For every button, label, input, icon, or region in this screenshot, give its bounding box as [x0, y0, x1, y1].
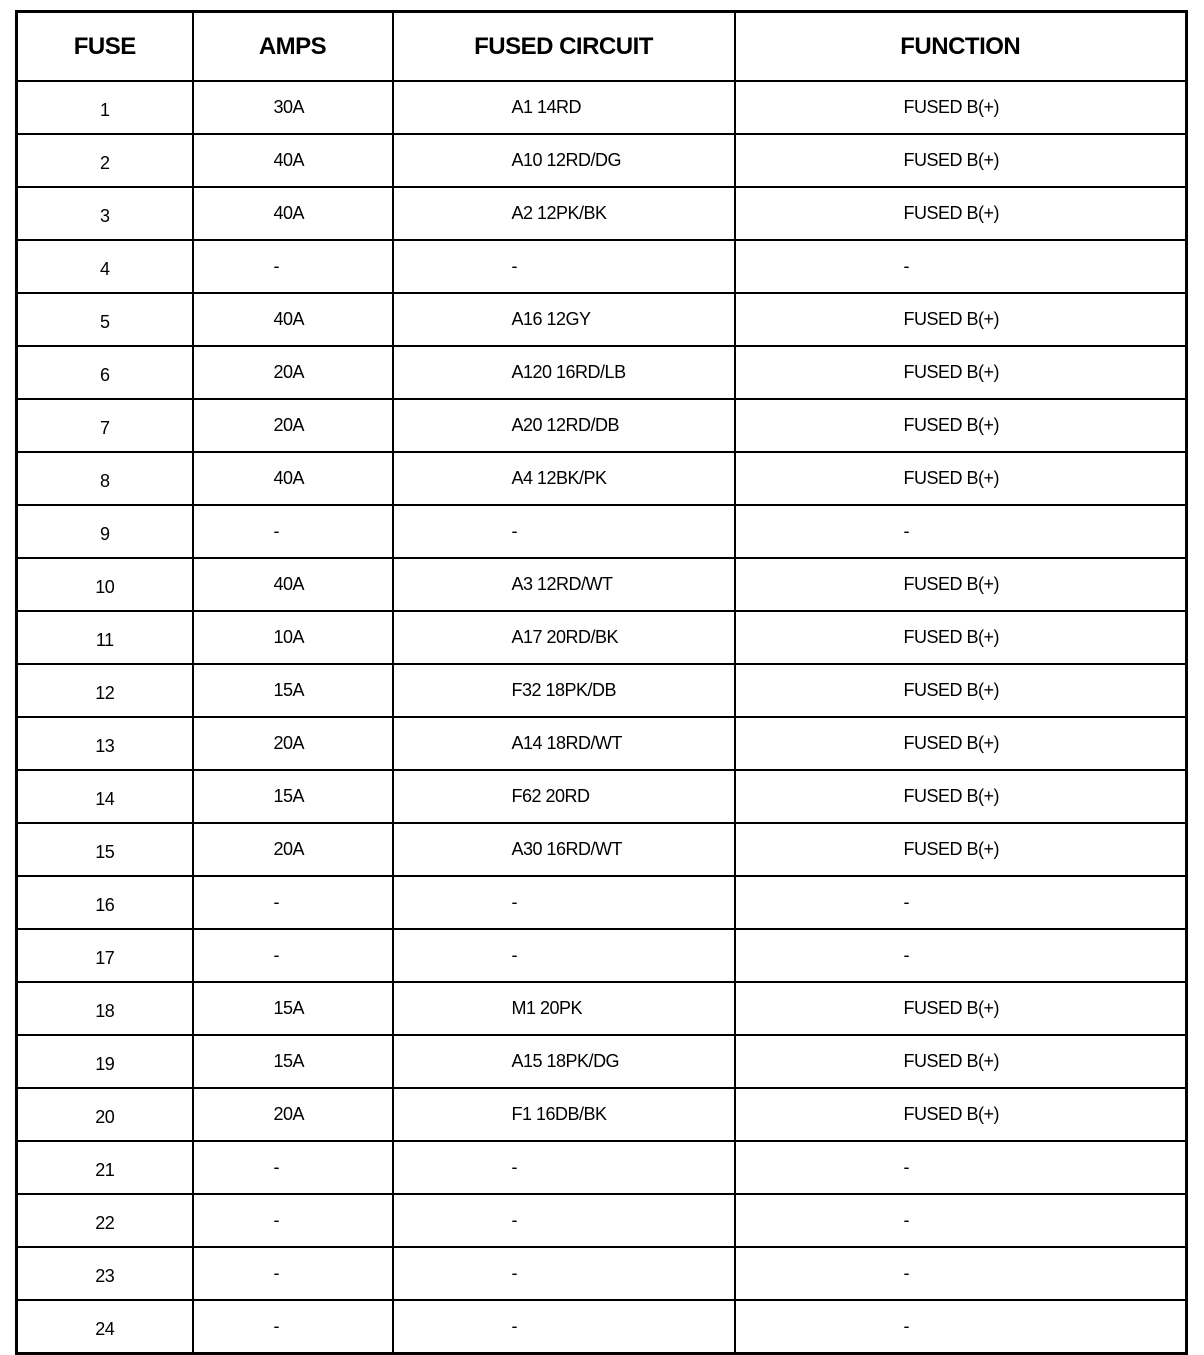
amps-cell: 40A	[193, 134, 393, 187]
header-amps: AMPS	[193, 12, 393, 82]
fuse-number-cell: 15	[17, 823, 193, 876]
table-body	[17, 81, 1187, 1354]
fused-circuit-cell: A10 12RD/DG	[393, 134, 735, 187]
table-row	[17, 505, 1187, 558]
fused-circuit-cell: A3 12RD/WT	[393, 558, 735, 611]
fuse-number-cell: 20	[17, 1088, 193, 1141]
table-row	[17, 876, 1187, 929]
fused-circuit-cell: F62 20RD	[393, 770, 735, 823]
fused-circuit-cell: F1 16DB/BK	[393, 1088, 735, 1141]
fused-circuit-cell: F32 18PK/DB	[393, 664, 735, 717]
fuse-number-cell: 12	[17, 664, 193, 717]
amps-cell: 40A	[193, 293, 393, 346]
function-cell: FUSED B(+)	[735, 399, 1187, 452]
header-fused-circuit: FUSED CIRCUIT	[393, 12, 735, 82]
table-row	[17, 346, 1187, 399]
table-row	[17, 240, 1187, 293]
function-cell: FUSED B(+)	[735, 452, 1187, 505]
function-cell: FUSED B(+)	[735, 558, 1187, 611]
fuse-number-cell: 23	[17, 1247, 193, 1300]
function-cell: FUSED B(+)	[735, 293, 1187, 346]
fuse-number-cell: 19	[17, 1035, 193, 1088]
fuse-number-cell: 21	[17, 1141, 193, 1194]
function-cell: -	[735, 1300, 1187, 1354]
fused-circuit-cell: -	[393, 1194, 735, 1247]
table-row	[17, 1194, 1187, 1247]
amps-cell: -	[193, 1300, 393, 1354]
amps-cell: 20A	[193, 399, 393, 452]
fused-circuit-cell: A16 12GY	[393, 293, 735, 346]
fused-circuit-cell: A17 20RD/BK	[393, 611, 735, 664]
function-cell: FUSED B(+)	[735, 823, 1187, 876]
amps-cell: -	[193, 1194, 393, 1247]
function-cell: FUSED B(+)	[735, 81, 1187, 134]
amps-cell: -	[193, 1141, 393, 1194]
table-row	[17, 187, 1187, 240]
fuse-number-cell: 16	[17, 876, 193, 929]
fused-circuit-cell: -	[393, 876, 735, 929]
amps-cell: 10A	[193, 611, 393, 664]
table-header	[17, 12, 1187, 82]
table-row	[17, 823, 1187, 876]
function-cell: -	[735, 1194, 1187, 1247]
function-cell: FUSED B(+)	[735, 1088, 1187, 1141]
amps-cell: 20A	[193, 346, 393, 399]
fused-circuit-cell: -	[393, 240, 735, 293]
amps-cell: -	[193, 876, 393, 929]
function-cell: FUSED B(+)	[735, 134, 1187, 187]
function-cell: -	[735, 876, 1187, 929]
function-cell: FUSED B(+)	[735, 982, 1187, 1035]
fuse-number-cell: 24	[17, 1300, 193, 1354]
amps-cell: 40A	[193, 452, 393, 505]
table-row	[17, 1247, 1187, 1300]
table-row	[17, 770, 1187, 823]
fused-circuit-cell: A20 12RD/DB	[393, 399, 735, 452]
fused-circuit-cell: -	[393, 1141, 735, 1194]
function-cell: -	[735, 1141, 1187, 1194]
function-cell: FUSED B(+)	[735, 717, 1187, 770]
function-cell: FUSED B(+)	[735, 611, 1187, 664]
fuse-number-cell: 7	[17, 399, 193, 452]
fused-circuit-cell: -	[393, 929, 735, 982]
fuse-number-cell: 14	[17, 770, 193, 823]
table-row	[17, 717, 1187, 770]
function-cell: FUSED B(+)	[735, 1035, 1187, 1088]
fuse-number-cell: 4	[17, 240, 193, 293]
fuse-number-cell: 1	[17, 81, 193, 134]
header-row	[17, 12, 1187, 82]
table-row	[17, 134, 1187, 187]
fuse-number-cell: 18	[17, 982, 193, 1035]
table-row	[17, 558, 1187, 611]
fused-circuit-cell: A30 16RD/WT	[393, 823, 735, 876]
function-cell: FUSED B(+)	[735, 346, 1187, 399]
function-cell: -	[735, 240, 1187, 293]
amps-cell: 15A	[193, 1035, 393, 1088]
fuse-number-cell: 10	[17, 558, 193, 611]
function-cell: -	[735, 929, 1187, 982]
fuse-number-cell: 17	[17, 929, 193, 982]
fused-circuit-cell: -	[393, 1247, 735, 1300]
table-row	[17, 399, 1187, 452]
fused-circuit-cell: M1 20PK	[393, 982, 735, 1035]
amps-cell: 40A	[193, 558, 393, 611]
amps-cell: 20A	[193, 717, 393, 770]
fused-circuit-cell: A4 12BK/PK	[393, 452, 735, 505]
table-row	[17, 1300, 1187, 1354]
fused-circuit-cell: A2 12PK/BK	[393, 187, 735, 240]
table-row	[17, 293, 1187, 346]
amps-cell: -	[193, 929, 393, 982]
fuse-number-cell: 11	[17, 611, 193, 664]
fuse-number-cell: 3	[17, 187, 193, 240]
function-cell: FUSED B(+)	[735, 770, 1187, 823]
fuse-number-cell: 13	[17, 717, 193, 770]
table-row	[17, 664, 1187, 717]
table-row	[17, 81, 1187, 134]
function-cell: FUSED B(+)	[735, 664, 1187, 717]
fused-circuit-cell: -	[393, 1300, 735, 1354]
amps-cell: 15A	[193, 664, 393, 717]
table-row	[17, 982, 1187, 1035]
fuse-number-cell: 9	[17, 505, 193, 558]
fuse-number-cell: 2	[17, 134, 193, 187]
fused-circuit-cell: A120 16RD/LB	[393, 346, 735, 399]
fuse-number-cell: 22	[17, 1194, 193, 1247]
amps-cell: 15A	[193, 770, 393, 823]
fuse-number-cell: 6	[17, 346, 193, 399]
amps-cell: -	[193, 505, 393, 558]
table-row	[17, 929, 1187, 982]
table-row	[17, 611, 1187, 664]
function-cell: -	[735, 1247, 1187, 1300]
amps-cell: 30A	[193, 81, 393, 134]
fused-circuit-cell: A14 18RD/WT	[393, 717, 735, 770]
amps-cell: 15A	[193, 982, 393, 1035]
fused-circuit-cell: -	[393, 505, 735, 558]
table-row	[17, 1141, 1187, 1194]
table-row	[17, 452, 1187, 505]
amps-cell: 20A	[193, 823, 393, 876]
fuse-number-cell: 5	[17, 293, 193, 346]
table-row	[17, 1088, 1187, 1141]
header-function: FUNCTION	[735, 12, 1187, 82]
amps-cell: -	[193, 1247, 393, 1300]
fused-circuit-cell: A15 18PK/DG	[393, 1035, 735, 1088]
fuse-table	[15, 10, 1188, 1355]
amps-cell: -	[193, 240, 393, 293]
function-cell: FUSED B(+)	[735, 187, 1187, 240]
table-row	[17, 1035, 1187, 1088]
amps-cell: 20A	[193, 1088, 393, 1141]
fused-circuit-cell: A1 14RD	[393, 81, 735, 134]
header-fuse: FUSE	[17, 12, 193, 82]
function-cell: -	[735, 505, 1187, 558]
fuse-number-cell: 8	[17, 452, 193, 505]
amps-cell: 40A	[193, 187, 393, 240]
